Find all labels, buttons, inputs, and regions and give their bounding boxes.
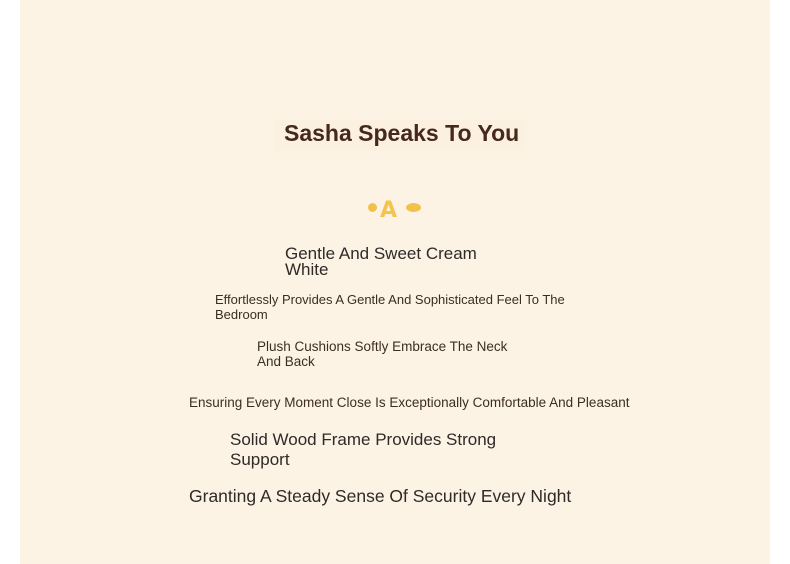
feature-text-comfort: Ensuring Every Moment Close Is Exceptionally Comfortable And Pleasant bbox=[189, 395, 630, 410]
feature-heading-frame: Solid Wood Frame Provides Strong Support bbox=[230, 430, 497, 469]
logo-dot-right bbox=[406, 203, 421, 212]
feature-heading-color: Gentle And Sweet Cream White bbox=[285, 244, 477, 279]
brand-logo-icon bbox=[368, 198, 428, 222]
content-panel bbox=[20, 0, 770, 564]
feature-heading-security: Granting A Steady Sense Of Security Every Night bbox=[189, 486, 572, 506]
page-title: Sasha Speaks To You bbox=[274, 120, 524, 151]
logo-dot-left bbox=[368, 203, 377, 212]
feature-text-feel: Effortlessly Provides A Gentle And Sophisticated Feel To The Bedroom bbox=[215, 292, 565, 322]
logo-letter: A bbox=[380, 198, 398, 223]
feature-text-cushions: Plush Cushions Softly Embrace The Neck And Back bbox=[257, 339, 508, 369]
